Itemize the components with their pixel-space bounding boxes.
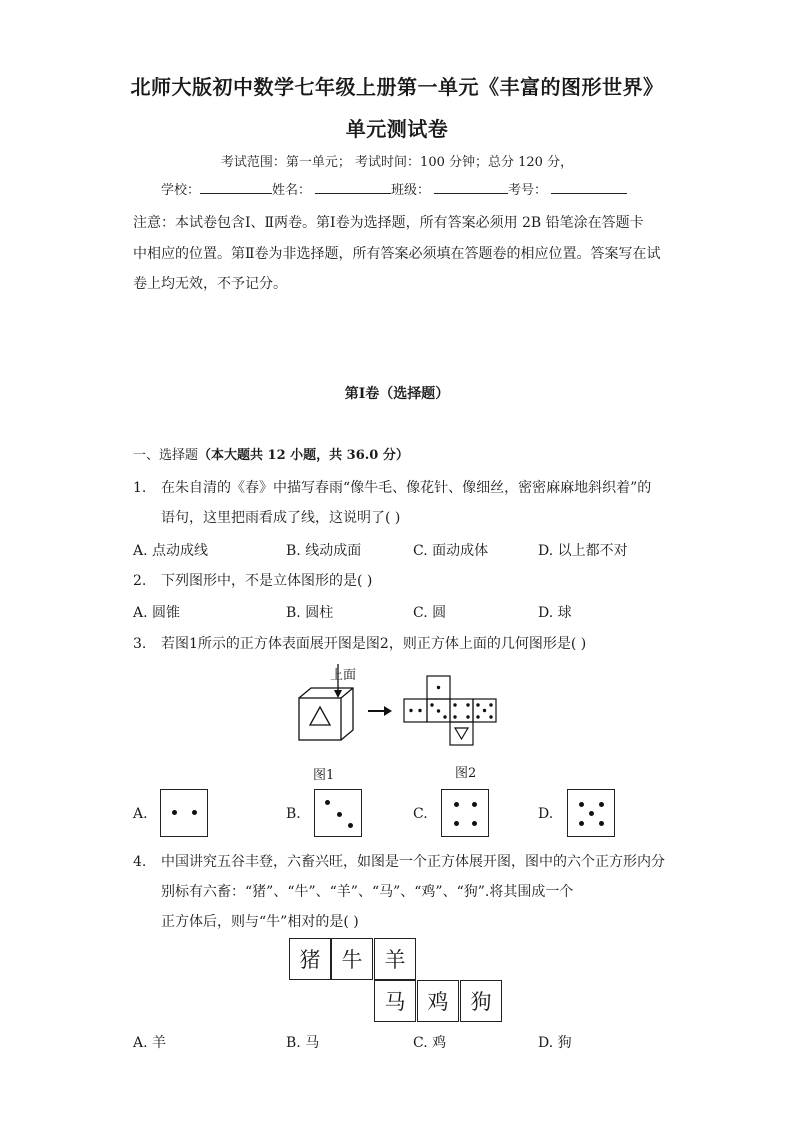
part-heading [133, 446, 409, 466]
net-cell-dog: 狗 [460, 980, 502, 1022]
q4-text-line3: 正方体后，则与“牛”相对的是( ) [161, 914, 359, 930]
page-title: 北师大版初中数学七年级上册第一单元《丰富的图形世界》 [130, 75, 664, 99]
q1-option-d[interactable]: D. 以上都不对 [538, 543, 628, 559]
q1-text-line2: 语句，这里把雨看成了线，这说明了( ) [161, 510, 401, 526]
q2-number: 2. [133, 573, 147, 589]
net-cell-horse: 马 [374, 980, 416, 1022]
transform-arrow-head [384, 706, 392, 716]
q4-option-a[interactable]: A. 羊 [133, 1035, 167, 1051]
q4-option-d[interactable]: D. 狗 [538, 1035, 572, 1051]
dot [172, 810, 177, 815]
dot [589, 811, 594, 816]
q1-text-line1: 在朱自清的《春》中描写春雨“像牛毛、像花针、像细丝，密密麻麻地斜织着”的 [161, 480, 652, 496]
class-blank[interactable] [434, 181, 508, 194]
class-label: 班级： [391, 183, 431, 198]
q3-text: 若图1所示的正方体表面展开图是图2，则正方体上面的几何图形是( ) [161, 636, 587, 652]
q3-option-d-label[interactable]: D. [538, 806, 554, 822]
number-label: 考号： [508, 183, 548, 198]
q1-option-b[interactable]: B. 线动成面 [286, 543, 362, 559]
part-heading-detail: （本大题共 12 小题，共 36.0 分） [198, 448, 409, 463]
dot [454, 821, 459, 826]
dot [472, 821, 477, 826]
cube-net-fig2 [404, 676, 496, 745]
q2-option-b[interactable]: B. 圆柱 [286, 605, 334, 621]
q3-option-c-label[interactable]: C. [413, 806, 428, 822]
dot [348, 823, 353, 828]
q1-option-a[interactable]: A. 点动成线 [133, 543, 209, 559]
q3-option-b-face[interactable] [314, 789, 362, 837]
q2-option-d[interactable]: D. 球 [538, 605, 572, 621]
net-cell-ox: 牛 [331, 938, 373, 980]
notice-line-1: 注意：本试卷包含Ⅰ、Ⅱ两卷。第Ⅰ卷为选择题，所有答案必须用 2B 铅笔涂在答题卡 [133, 215, 644, 231]
q4-text-line1: 中国讲究五谷丰登，六畜兴旺，如图是一个正方体展开图，图中的六个正方形内分 [161, 854, 665, 870]
q3-option-a-face[interactable] [160, 789, 208, 837]
top-arrow-head [334, 690, 342, 698]
dot [472, 802, 477, 807]
net-cell-chicken: 鸡 [417, 980, 459, 1022]
notice-line-2: 中相应的位置。第Ⅱ卷为非选择题，所有答案必须填在答题卷的相应位置。答案写在试 [133, 246, 661, 262]
number-blank[interactable] [551, 181, 627, 194]
school-label: 学校： [161, 183, 201, 198]
dot [599, 802, 604, 807]
q3-option-a-label[interactable]: A. [133, 806, 148, 822]
dot [579, 821, 584, 826]
q3-number: 3. [133, 636, 147, 652]
q1-option-c[interactable]: C. 面动成体 [413, 543, 489, 559]
q3-option-b-label[interactable]: B. [286, 806, 301, 822]
fig1-caption: 图1 [313, 768, 335, 783]
section-title: 第Ⅰ卷（选择题） [344, 386, 450, 402]
notice-line-3: 卷上均无效，不予记分。 [133, 276, 287, 292]
name-blank[interactable] [315, 181, 391, 194]
q4-text-line2: 别标有六畜：“猪”、“牛”、“羊”、“马”、“鸡”、“狗”.将其围成一个 [161, 884, 574, 900]
dot [325, 800, 330, 805]
net-cell-sheep: 羊 [374, 938, 416, 980]
dot [192, 810, 197, 815]
dot [454, 802, 459, 807]
student-fields [161, 181, 627, 201]
name-label: 姓名： [272, 183, 312, 198]
net-dots [409, 686, 492, 719]
q2-text: 下列图形中，不是立体图形的是( ) [161, 573, 373, 589]
school-blank[interactable] [200, 181, 272, 194]
q4-option-c[interactable]: C. 鸡 [413, 1035, 447, 1051]
exam-info: 考试范围：第一单元； 考试时间：100 分钟；总分 120 分， [220, 155, 574, 170]
q4-number: 4. [133, 854, 147, 870]
fig2-caption: 图2 [455, 766, 477, 781]
dot [337, 812, 342, 817]
top-face-label: 上面 [330, 668, 357, 683]
q3-option-c-face[interactable] [441, 789, 489, 837]
dot [599, 821, 604, 826]
q3-option-d-face[interactable] [567, 789, 615, 837]
q4-option-b[interactable]: B. 马 [286, 1035, 320, 1051]
q1-number: 1. [133, 480, 147, 496]
q2-option-a[interactable]: A. 圆锥 [133, 605, 181, 621]
triangle-face [310, 707, 330, 725]
q2-option-c[interactable]: C. 圆 [413, 605, 447, 621]
part-heading-prefix: 一、选择题 [133, 448, 199, 463]
dot [579, 802, 584, 807]
cube-fig1 [299, 688, 353, 740]
page-subtitle: 单元测试卷 [345, 117, 449, 141]
inverted-triangle-face [455, 728, 468, 739]
net-cell-pig: 猪 [289, 938, 331, 980]
